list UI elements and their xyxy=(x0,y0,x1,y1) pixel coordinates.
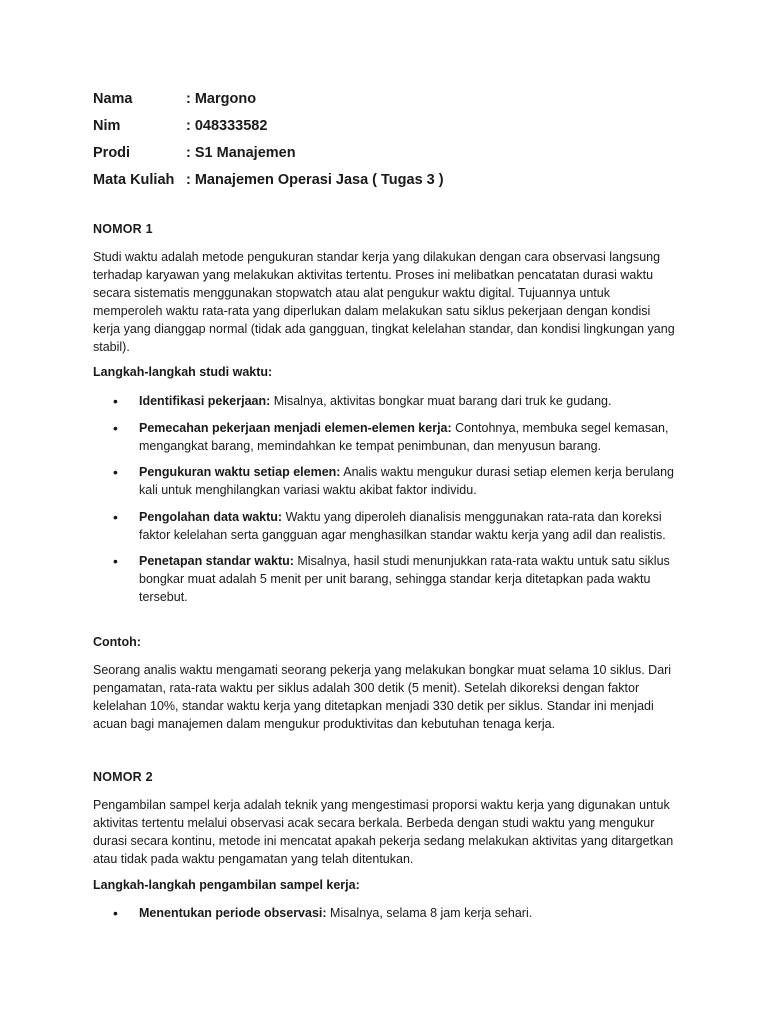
step-text: Analis waktu mengukur durasi setiap elemen kerja berulang kali untuk menghilangkan variasi waktu akibat faktor individu. xyxy=(139,465,674,498)
nomor-1-steps-list xyxy=(113,392,679,615)
list-item xyxy=(113,552,679,606)
bullet-icon: • xyxy=(113,553,118,570)
step-term: Menentukan periode observasi: xyxy=(139,906,327,920)
step-term: Penetapan standar waktu: xyxy=(139,554,294,569)
step-text: Misalnya, selama 8 jam kerja sehari. xyxy=(326,906,533,920)
info-row-nim xyxy=(93,113,444,140)
bullet-icon: • xyxy=(113,508,118,525)
section-title-nomor-2: NOMOR 2 xyxy=(93,770,153,784)
step-term: Pemecahan pekerjaan menjadi elemen-elemen kerja: xyxy=(139,420,452,435)
list-item xyxy=(113,904,679,922)
list-item xyxy=(113,419,679,455)
step-text: Waktu yang diperoleh dianalisis menggunakan rata-rata dan koreksi faktor kelelahan serta gangguan agar menghasilkan standar waktu kerja yang adil dan realistis. xyxy=(139,509,666,542)
student-info-header xyxy=(93,86,444,193)
step-text: Misalnya, aktivitas bongkar muat barang dari truk ke gudang. xyxy=(270,394,612,408)
info-value: : Manajemen Operasi Jasa ( Tugas 3 ) xyxy=(186,171,444,188)
step-text: Misalnya, hasil studi menunjukkan rata-rata waktu untuk satu siklus bongkar muat adalah 5 menit per unit barang, sehingga standar kerja ditetapkan pada waktu tersebut. xyxy=(139,554,670,605)
nomor-1-intro-paragraph: Studi waktu adalah metode pengukuran standar kerja yang dilakukan dengan cara observasi langsung terhadap karyawan yang melakukan aktivitas tertentu. Proses ini melibatkan pencatatan durasi waktu secara sistematis menggunakan stopwatch atau alat pengukur waktu digital. Tujuannya untuk memperoleh waktu rata-rata yang diperlukan dalam melakukan satu siklus pekerjaan dengan kondisi kerja yang dianggap normal (tidak ada gangguan, tingkat kelelahan standar, dan kondisi lingkungan yang stabil). xyxy=(93,250,675,354)
list-item xyxy=(113,392,679,410)
nomor-1-example-paragraph: Seorang analis waktu mengamati seorang pekerja yang melakukan bongkar muat selama 10 siklus. Dari pengamatan, rata-rata waktu per siklus adalah 300 detik (5 menit). Setelah dikoreksi dengan faktor kelelahan 10%, standar waktu kerja yang ditetapkan menjadi 330 detik per siklus. Standar ini menjadi acuan bagi manajemen dalam mengukur produktivitas dan kebutuhan tenaga kerja. xyxy=(93,663,672,731)
step-term: Pengolahan data waktu: xyxy=(139,509,283,524)
info-value: : 048333582 xyxy=(186,118,268,135)
info-label: Nim xyxy=(93,118,121,135)
nomor-1-example-heading: Contoh: xyxy=(93,635,141,649)
bullet-icon: • xyxy=(113,464,118,481)
info-label: Mata Kuliah xyxy=(93,171,175,188)
info-value: : S1 Manajemen xyxy=(186,144,296,161)
nomor-1-steps-heading: Langkah-langkah studi waktu: xyxy=(93,365,273,379)
step-term: Identifikasi pekerjaan: xyxy=(139,394,271,408)
list-item xyxy=(113,508,679,544)
bullet-icon: • xyxy=(113,905,118,921)
info-label: Nama xyxy=(93,91,133,108)
nomor-2-intro-paragraph: Pengambilan sampel kerja adalah teknik yang mengestimasi proporsi waktu kerja yang digunakan untuk aktivitas tertentu melalui observasi acak secara berkala. Berbeda dengan studi waktu yang mengukur durasi secara kontinu, metode ini mencatat apakah pekerja sedang melakukan aktivitas yang ditargetkan atau tidak pada waktu pengamatan yang telah ditentukan. xyxy=(93,798,674,866)
step-term: Pengukuran waktu setiap elemen: xyxy=(139,465,341,480)
info-row-nama xyxy=(93,86,444,113)
step-text: Contohnya, membuka segel kemasan, mengangkat barang, memindahkan ke tempat penimbunan, dan menyusun barang. xyxy=(139,420,669,453)
info-row-prodi xyxy=(93,140,444,167)
info-label: Prodi xyxy=(93,144,131,161)
nomor-2-steps-heading: Langkah-langkah pengambilan sampel kerja: xyxy=(93,878,360,892)
nomor-2-steps-list xyxy=(113,904,679,931)
info-value: : Margono xyxy=(186,91,257,108)
list-item xyxy=(113,463,679,499)
info-row-mata-kuliah xyxy=(93,166,444,193)
section-title-nomor-1: NOMOR 1 xyxy=(93,222,153,236)
bullet-icon: • xyxy=(113,393,118,409)
bullet-icon: • xyxy=(113,419,118,436)
